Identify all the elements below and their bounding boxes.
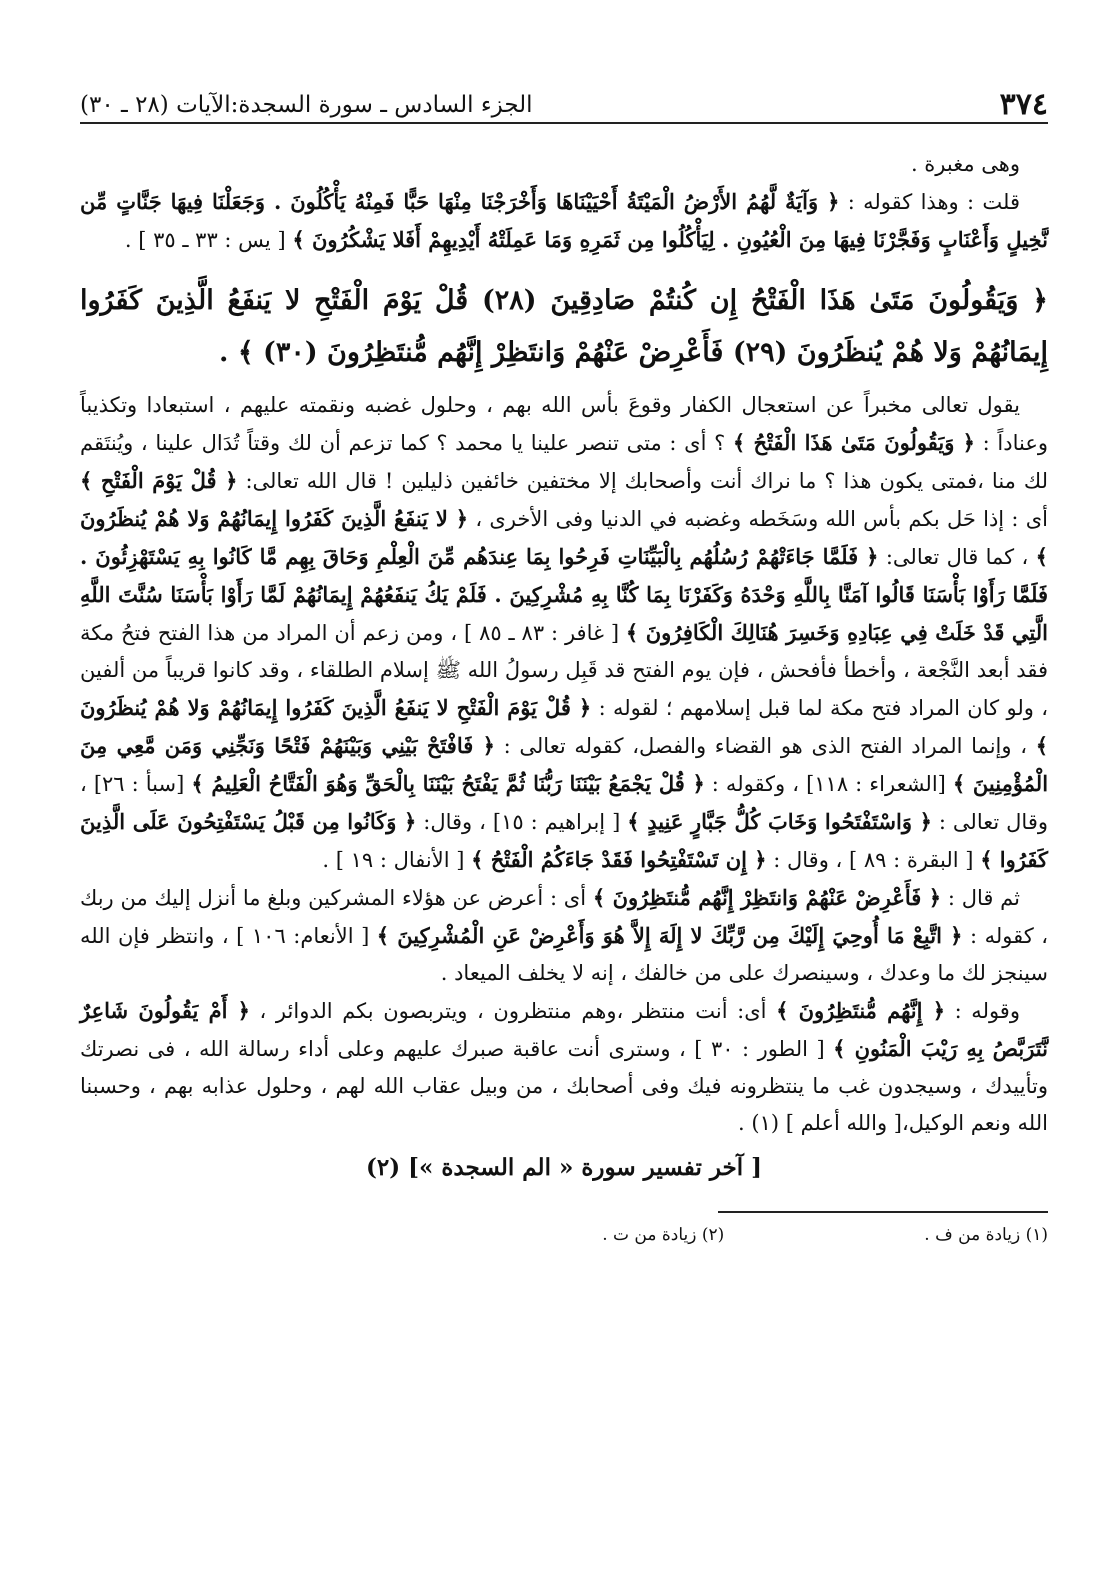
running-head: الجزء السادس ـ سورة السجدة:الآيات (٢٨ ـ ٣٠) (80, 92, 533, 118)
quran-quote: ﴿ لا يَنفَعُ الَّذِينَ كَفَرُوا إِيمَانُهُمْ وَلا هُمْ يُنظَرُونَ ﴾ (80, 506, 1048, 569)
text-span: [الشعراء : ١١٨] ، وكقوله : (704, 772, 953, 796)
text-span: يقول تعالى مخبراً عن استعجال الكفار وقوعَ بأس الله بهم ، وحلول غضبه ونقمته عليهم ، استبعادا وتكذيباً وعناداً : (80, 393, 1049, 455)
text-span: [سبأ : ٢٦] ، وقال تعالى : (80, 772, 1048, 834)
quran-quote: ﴿ اتَّبِعْ مَا أُوحِيَ إِلَيْكَ مِن رَّبِّكَ لا إِلَهَ إِلاَّ هُوَ وَأَعْرِضْ عَنِ الْمُشْرِكِينَ ﴾ (376, 923, 963, 948)
quran-quote: ﴿ فَأَعْرِضْ عَنْهُمْ وَانتَظِرْ إِنَّهُم مُّنتَظِرُونَ ﴾ (592, 885, 942, 910)
text-span: [ الأنفال : ١٩ ] . (322, 848, 472, 872)
text-span: وقوله : (945, 999, 1020, 1023)
footnotes (80, 1225, 1048, 1245)
quran-quote: ﴿ إِن تَسْتَفْتِحُوا فَقَدْ جَاءَكُمُ الْفَتْحُ ﴾ (471, 847, 767, 872)
quran-quote: ﴿ أَمْ يَقُولُونَ شَاعِرٌ نَّتَرَبَّصُ بِهِ رَيْبَ الْمَنُونِ ﴾ (80, 998, 1048, 1061)
text-span: ، وإنما المراد الفتح الذى هو القضاء والفصل، كقوله تعالى : (494, 734, 1036, 758)
page-body (80, 146, 1048, 1181)
text-span: أى : أعرض عن هؤلاء المشركين وبلغ ما أنزل إليك من ربك ، كقوله : (80, 886, 1049, 948)
text-span: ؟ أى : متى تنصر علينا يا محمد ؟ كما تزعم أن لك وقتاً تُدَال علينا ، ويُنتَقم لك منا ،فمتى يكون هذا ؟ ما نراك أنت وأصحابك إلا مختفين خائفين ذليلين ! قال الله تعالى: (80, 431, 1048, 493)
text-span: قلت : وهذا كقوله : (839, 190, 1020, 214)
quran-quote: ﴿ وَيَقُولُونَ مَتَىٰ هَذَا الْفَتْحُ ﴾ (732, 430, 975, 455)
text-span: [ الأنعام: ١٠٦ ] ، وانتظر فإن الله سينجز لك ما وعدك ، وسينصرك على من خالفك ، إنه لا يخلف الميعاد . (80, 924, 1048, 985)
quran-quote: ﴿ فَلَمَّا جَاءَتْهُمْ رُسُلُهُم بِالْبَيِّنَاتِ فَرِحُوا بِمَا عِندَهُم مِّنَ الْعِلْمِ وَحَاقَ بِهِم مَّا كَانُوا بِهِ يَسْتَهْزِئُونَ . فَلَمَّا رَأَوْا بَأْسَنَا قَالُوا آمَنَّا بِاللَّهِ وَحْدَهُ وَكَفَرْنَا بِمَا كُنَّا بِهِ مُشْرِكِينَ . فَلَمْ يَكُ يَنفَعُهُمْ إِيمَانُهُمْ لَمَّا رَأَوْا بَأْسَنَا سُنَّتَ اللَّهِ الَّتِي قَدْ خَلَتْ فِي عِبَادِهِ وَخَسِرَ هُنَالِكَ الْكَافِرُونَ ﴾ (80, 544, 1048, 645)
quran-quote: ﴿ وَكَانُوا مِن قَبْلُ يَسْتَفْتِحُونَ عَلَى الَّذِينَ كَفَرُوا ﴾ (80, 809, 1048, 872)
quran-quote: ﴿ قُلْ يَجْمَعُ بَيْنَنَا رَبُّنَا ثُمَّ يَفْتَحُ بَيْنَنَا بِالْحَقِّ وَهُوَ الْفَتَّاحُ الْعَلِيمُ ﴾ (191, 771, 705, 796)
text-span: [ إبراهيم : ١٥] ، وقال: (416, 810, 628, 834)
page-header (80, 78, 1048, 124)
quran-quote: ﴿ قُلْ يَوْمَ الْفَتْحِ لا يَنفَعُ الَّذِينَ كَفَرُوا إِيمَانُهُمْ وَلا هُمْ يُنظَرُونَ ﴾ (80, 695, 1049, 758)
paragraph-4 (80, 879, 1048, 992)
text-span: [ البقرة : ٨٩ ] ، وقال : (766, 848, 981, 872)
text-span: [ غافر : ٨٣ ـ ٨٥ ] ، ومن زعم أن المراد من هذا الفتح فتحُ مكة فقد أبعد النَّجْعة ، وأخطأ فأفحش ، فإن يوم الفتح قد قَبِل رسولُ الله ﷺ إسلام الطلقاء ، وقد كانوا قريباً من ألفين ، ولو كان المراد فتح مكة لما قبل إسلامهم ؛ لقوله : (80, 621, 1048, 720)
paragraph-1 (80, 146, 1048, 183)
footnote-2: (٢) زيادة من ت . (602, 1225, 725, 1245)
paragraph-5 (80, 992, 1048, 1142)
text-span: أى : إذا حَل بكم بأس الله وسَخَطه وغضبه في الدنيا وفى الأخرى ، (468, 507, 1048, 531)
quran-quote: ﴿ قُلْ يَوْمَ الْفَتْحِ ﴾ (80, 468, 238, 493)
paragraph-2 (80, 183, 1048, 259)
quran-quote: ﴿ وَاسْتَفْتَحُوا وَخَابَ كُلُّ جَبَّارٍ عَنِيدٍ ﴾ (627, 809, 932, 834)
quran-quote: ﴿ فَافْتَحْ بَيْنِي وَبَيْنَهُمْ فَتْحًا وَنَجِّنِي وَمَن مَّعِي مِنَ الْمُؤْمِنِينَ ﴾ (80, 733, 1049, 796)
footnote-divider (718, 1211, 1048, 1213)
text-span: وهى مغبرة . (910, 152, 1020, 176)
text-span: [ يس : ٣٣ ـ ٣٥ ] . (124, 228, 293, 252)
text-span: ، كما قال تعالى: (878, 545, 1036, 569)
quran-quote: ﴿ وَآيَةٌ لَّهُمُ الأَرْضُ الْمَيْتَةُ أَحْيَيْنَاهَا وَأَخْرَجْنَا مِنْهَا حَبًّا فَمِنْهُ يَأْكُلُونَ . وَجَعَلْنَا فِيهَا جَنَّاتٍ مِّن نَّخِيلٍ وَأَعْنَابٍ وَفَجَّرْنَا فِيهَا مِنَ الْعُيُونِ . لِيَأْكُلُوا مِن ثَمَرِهِ وَمَا عَمِلَتْهُ أَيْدِيهِمْ أَفَلا يَشْكُرُونَ ﴾ (80, 189, 1048, 252)
paragraph-3 (80, 387, 1048, 879)
text-span: ثم قال : (941, 886, 1021, 910)
quran-quote: ﴿ إِنَّهُم مُّنتَظِرُونَ ﴾ (776, 998, 946, 1023)
text-span: [ الطور : ٣٠ ] ، وسترى أنت عاقبة صبرك عليهم وعلى أداء رسالة الله ، فى نصرتك وتأييدك ، وسيجدون غب ما ينتظرونه فيك وفى أصحابك ، من وبيل عقاب الله لهم ، وحلول عذابه بهم ، وحسبنا الله ونعم الوكيل،[ والله أعلم ] (١) . (80, 1037, 1048, 1135)
footnote-1: (١) زيادة من ف . (924, 1225, 1048, 1245)
surah-conclusion: [ آخر تفسير سورة « الم السجدة »] (٢) (365, 1154, 763, 1181)
page-number: ٣٧٤ (999, 87, 1048, 122)
text-span: أى: أنت منتظر ،وهم منتظرون ، ويتربصون بكم الدوائر ، (249, 999, 777, 1023)
verses-block: ﴿ وَيَقُولُونَ مَتَىٰ هَذَا الْفَتْحُ إِن كُنتُمْ صَادِقِينَ (٢٨) قُلْ يَوْمَ الْفَتْحِ لا يَنفَعُ الَّذِينَ كَفَرُوا إِيمَانُهُمْ وَلا هُمْ يُنظَرُونَ (٢٩) فَأَعْرِضْ عَنْهُمْ وَانتَظِرْ إِنَّهُم مُّنتَظِرُونَ (٣٠) ﴾ . (80, 285, 1048, 368)
